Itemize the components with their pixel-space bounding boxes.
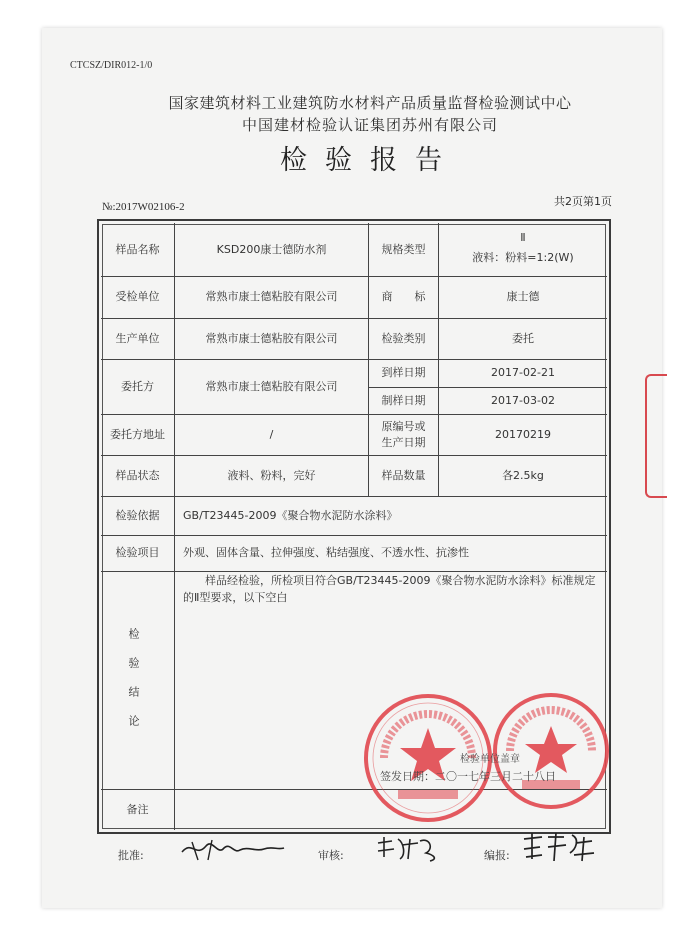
reviewer-signature: [374, 833, 444, 863]
items-value: 外观、固体含量、拉伸强度、粘结强度、不透水性、抗渗性: [183, 546, 469, 560]
brand-label: 商 标: [381, 290, 426, 304]
orig-no-label-2: 生产日期: [381, 435, 426, 449]
sample-date-value: 2017-03-02: [491, 393, 555, 407]
producer-label: 生产单位: [115, 331, 160, 345]
report-title: 检验报告: [280, 145, 460, 176]
sample-name-label: 样品名称: [115, 242, 160, 256]
basis-label: 检验依据: [115, 508, 160, 522]
prepare-label: 编报:: [484, 849, 510, 862]
approve-label: 批准:: [118, 849, 144, 862]
basis-value: GB/T23445-2009《聚合物水泥防水涂料》: [183, 508, 398, 522]
test-type-value: 委托: [512, 331, 534, 345]
state-value: 液料、粉料，完好: [227, 468, 316, 482]
brand-value: 康士德: [506, 290, 540, 304]
address-value: /: [269, 427, 274, 441]
form-code: CTCSZ/DIR012-1/0: [70, 60, 153, 71]
orig-no-value: 20170219: [495, 427, 551, 441]
sign-date: 签发日期：二〇一七年三月二十八日: [380, 770, 556, 783]
spec-label: 规格类型: [381, 242, 426, 256]
sample-name-value: KSD200康士德防水剂: [216, 242, 327, 256]
page-count: 共2页第1页: [554, 195, 612, 208]
preparer-signature: [520, 829, 598, 865]
sample-date-label: 制样日期: [381, 393, 426, 407]
arrival-date-label: 到样日期: [381, 366, 426, 380]
org-line-2: 中国建材检验认证集团苏州有限公司: [241, 116, 498, 134]
entrusting-label: 委托方: [121, 379, 154, 393]
org-line-1: 国家建筑材料工业建筑防水材料产品质量监督检验测试中心: [168, 94, 572, 112]
producer-value: 常熟市康士德粘胶有限公司: [205, 331, 338, 345]
remarks-label: 备注: [126, 802, 149, 816]
entrusting-value: 常熟市康士德粘胶有限公司: [205, 379, 338, 393]
spec-value-ratio: 液料：粉料=1:2(W): [472, 250, 574, 264]
test-type-label: 检验类别: [381, 331, 426, 345]
client-unit-value: 常熟市康士德粘胶有限公司: [205, 290, 338, 304]
conclusion-label: 检验结论: [127, 628, 140, 744]
address-label: 委托方地址: [110, 427, 165, 441]
report-number: №:2017W02106-2: [102, 201, 185, 213]
spec-value-grade: Ⅱ: [520, 230, 526, 244]
orig-no-label-1: 原编号或: [381, 419, 426, 433]
conclusion-text: 样品经检验，所检项目符合GB/T23445-2009《聚合物水泥防水涂料》标准规定的Ⅱ型要求，以下空白: [183, 574, 596, 604]
state-label: 样品状态: [115, 468, 160, 482]
approver-signature: [178, 832, 288, 864]
client-unit-label: 受检单位: [115, 290, 160, 304]
review-label: 审核:: [318, 849, 344, 862]
stamp-unit-label: 检验单位盖章: [460, 754, 520, 765]
qty-value: 各2.5kg: [502, 468, 544, 482]
qty-label: 样品数量: [381, 468, 426, 482]
edge-seal-fragment: [645, 374, 667, 498]
items-label: 检验项目: [115, 546, 160, 560]
arrival-date-value: 2017-02-21: [491, 366, 555, 380]
